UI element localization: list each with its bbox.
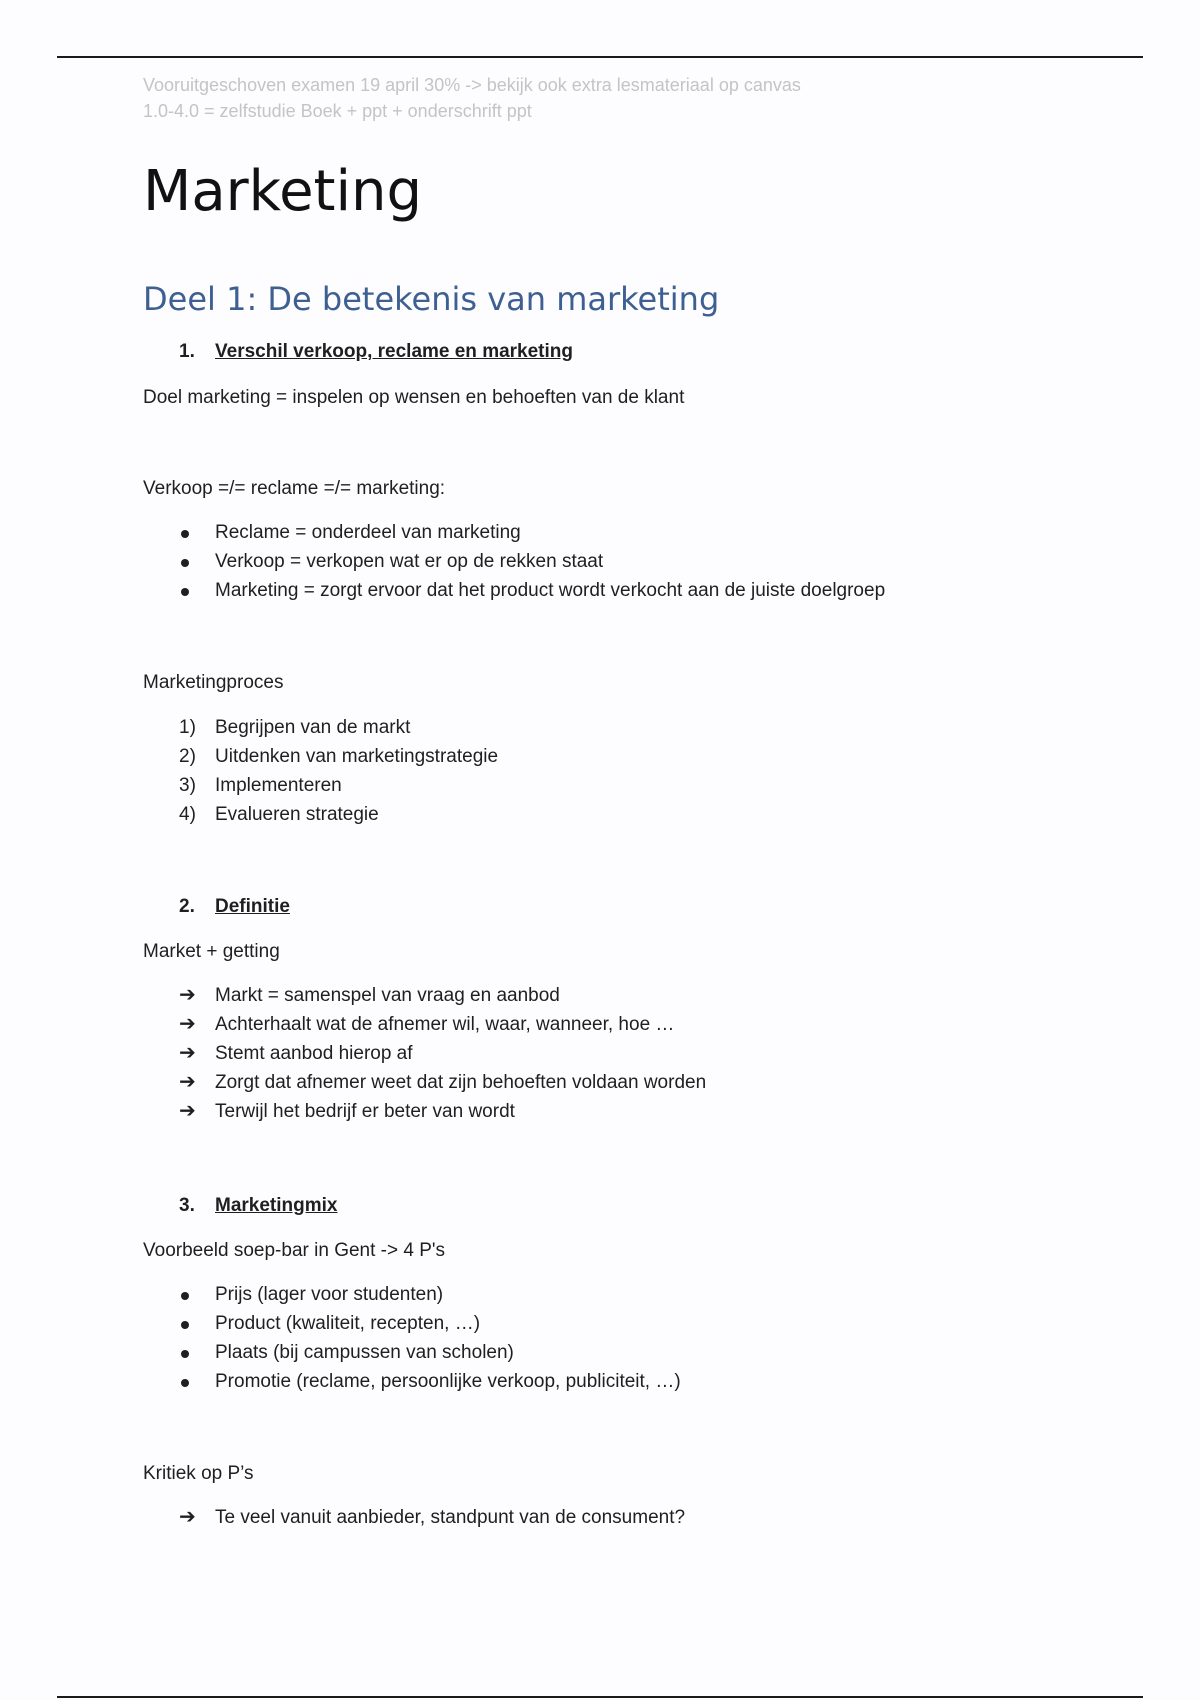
section-3 (143, 1193, 1103, 1219)
section-3-heading (143, 1193, 1103, 1219)
list-item: Product (kwaliteit, recepten, …) (143, 1309, 1103, 1338)
list-item: ➔ Markt = samenspel van vraag en aanbod (143, 981, 1103, 1010)
arrow-right-icon: ➔ (179, 1042, 196, 1064)
bullet-icon (181, 1350, 189, 1358)
page-title: Marketing (143, 159, 423, 224)
arrow-right-icon: ➔ (179, 1506, 196, 1528)
section-1-bullet-list (143, 518, 1103, 605)
arrow-right-icon: ➔ (179, 1071, 196, 1093)
part-heading: Deel 1: De betekenis van marketing (143, 280, 720, 318)
section-3-number: 3. (179, 1195, 195, 1216)
list-item: ➔ Zorgt dat afnemer weet dat zijn behoeften voldaan worden (143, 1068, 1103, 1097)
bullet-icon (181, 1379, 189, 1387)
list-item: Marketing = zorgt ervoor dat het product wordt verkocht aan de juiste doelgroep (143, 576, 1103, 605)
list-item: Plaats (bij campussen van scholen) (143, 1338, 1103, 1367)
bullet-icon (181, 530, 189, 538)
arrow-right-icon: ➔ (179, 1013, 196, 1035)
arrow-right-icon: ➔ (179, 1100, 196, 1122)
process-steps-list (143, 713, 1103, 829)
section-2-number: 2. (179, 896, 195, 917)
list-item: ➔ Achterhaalt wat de afnemer wil, waar, wanneer, hoe … (143, 1010, 1103, 1039)
list-item: Prijs (lager voor studenten) (143, 1280, 1103, 1309)
list-item: ➔ Te veel vanuit aanbieder, standpunt van de consument? (143, 1503, 1103, 1532)
section-2-heading (143, 894, 1103, 920)
header-note (143, 72, 1103, 124)
top-rule (57, 56, 1143, 58)
list-item: Verkoop = verkopen wat er op de rekken staat (143, 547, 1103, 576)
list-item: Reclame = onderdeel van marketing (143, 518, 1103, 547)
list-item: 1) Begrijpen van de markt (179, 717, 411, 738)
section-2-intro: Market + getting (143, 941, 280, 962)
bullet-icon (181, 588, 189, 596)
critique-arrow-list (143, 1503, 1103, 1532)
section-1-heading-text: Verschil verkoop, reclame en marketing (215, 341, 574, 362)
list-item: 2) Uitdenken van marketingstrategie (179, 746, 499, 767)
section-1-intro: Verkoop =/= reclame =/= marketing: (143, 478, 446, 499)
list-item: 3) Implementeren (179, 775, 342, 796)
section-2-arrow-list (143, 981, 1103, 1126)
header-line-1: Vooruitgeschoven examen 19 april 30% -> bekijk ook extra lesmateriaal op canvas (143, 75, 801, 95)
bullet-icon (181, 1292, 189, 1300)
section-1-number: 1. (179, 341, 195, 362)
section-1 (143, 339, 1103, 365)
list-item: Promotie (reclame, persoonlijke verkoop, publiciteit, …) (143, 1367, 1103, 1396)
process-label: Marketingproces (143, 672, 284, 693)
section-2 (143, 894, 1103, 920)
critique-label: Kritiek op P’s (143, 1463, 254, 1484)
section-3-heading-text: Marketingmix (215, 1195, 338, 1216)
bullet-icon (181, 559, 189, 567)
section-3-bullet-list (143, 1280, 1103, 1396)
section-2-heading-text: Definitie (215, 896, 290, 917)
section-1-goal: Doel marketing = inspelen op wensen en behoeften van de klant (143, 387, 685, 408)
arrow-right-icon: ➔ (179, 984, 196, 1006)
list-item: ➔ Stemt aanbod hierop af (143, 1039, 1103, 1068)
list-item: 4) Evalueren strategie (179, 804, 379, 825)
bottom-rule (57, 1696, 1143, 1698)
section-3-intro: Voorbeeld soep-bar in Gent -> 4 P's (143, 1240, 446, 1261)
section-1-heading (143, 339, 1103, 365)
header-line-2: 1.0-4.0 = zelfstudie Boek + ppt + onderschrift ppt (143, 101, 532, 121)
list-item: ➔ Terwijl het bedrijf er beter van wordt (143, 1097, 1103, 1126)
bullet-icon (181, 1321, 189, 1329)
